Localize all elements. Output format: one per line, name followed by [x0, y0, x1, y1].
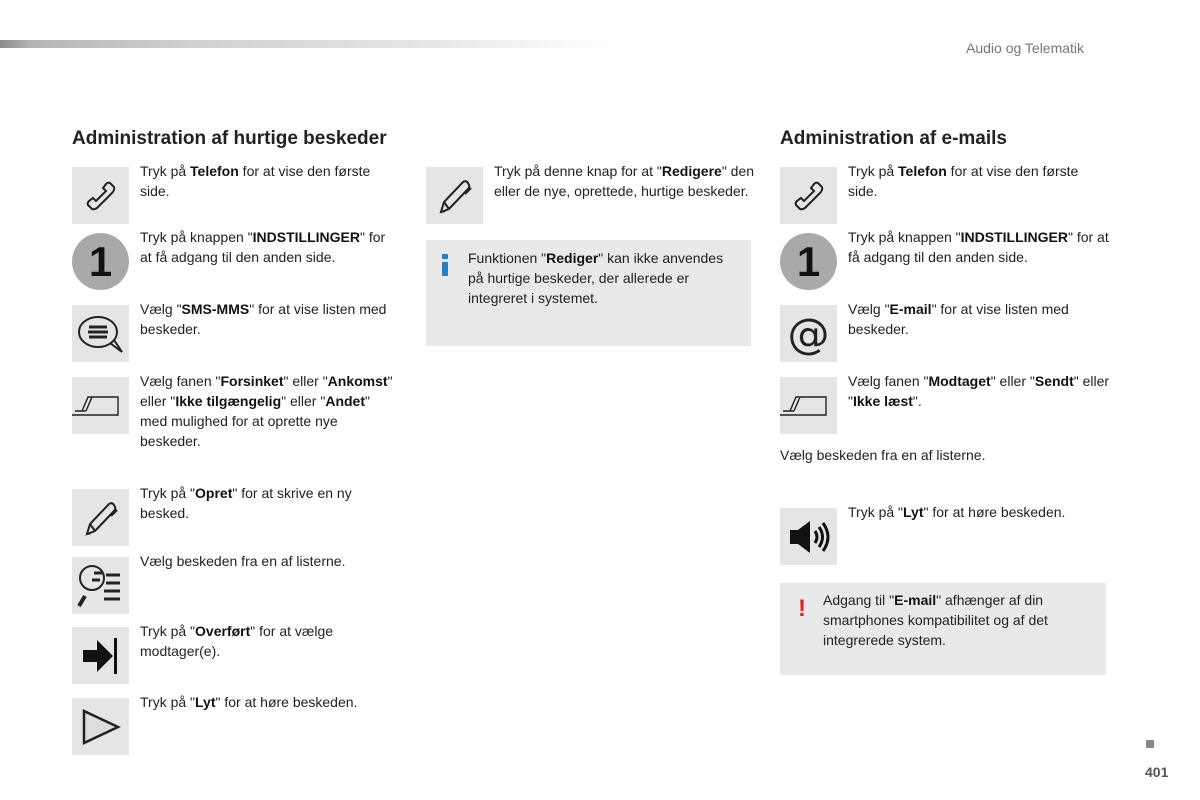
step-number-badge: 1	[780, 233, 837, 290]
text-segment: Vælg beskeden fra en af listerne.	[780, 447, 986, 463]
instruction-text	[140, 161, 395, 201]
speaker-icon	[780, 508, 837, 565]
bold-term: Lyt	[903, 504, 924, 520]
instruction-text	[140, 692, 395, 712]
text-segment: for at vise den første side.	[140, 163, 371, 199]
right-heading: Administration af e-mails	[780, 128, 1007, 149]
bold-term: E-mail	[889, 301, 932, 317]
at-icon: @	[780, 305, 837, 362]
text-segment: Tryk på knappen "	[848, 229, 961, 245]
instruction-text	[140, 551, 395, 571]
text-segment: Tryk på "	[848, 504, 904, 520]
instruction-text	[848, 161, 1110, 201]
page-number: 401	[1145, 764, 1169, 780]
text-segment: Vælg "	[848, 301, 890, 317]
header-bar	[0, 40, 610, 48]
info-box	[426, 240, 751, 346]
bold-term: Sendt	[1034, 373, 1074, 389]
text-segment: Tryk på "	[140, 694, 196, 710]
bold-term: Ikke tilgængelig	[175, 393, 282, 409]
text-segment: " for at høre beskeden.	[923, 504, 1066, 520]
text-segment: Tryk på knappen "	[140, 229, 253, 245]
text-segment: Adgang til "	[823, 592, 895, 608]
tab-icon	[72, 377, 129, 434]
text-segment: Funktionen "	[468, 250, 547, 266]
text-segment: " den eller de nye, oprettede, hurtige beskeder.	[494, 163, 755, 199]
bold-term: INDSTILLINGER	[960, 229, 1068, 245]
text-segment: Vælg beskeden fra en af listerne.	[140, 553, 346, 569]
forward-icon	[72, 627, 129, 684]
text-segment: " for at få adgang til den anden side.	[140, 229, 386, 265]
bold-term: INDSTILLINGER	[252, 229, 360, 245]
instruction-text	[140, 483, 395, 523]
pencil-icon	[72, 489, 129, 546]
bold-term: Forsinket	[220, 373, 284, 389]
bold-term: Ikke læst	[852, 393, 913, 409]
text-segment: Vælg "	[140, 301, 182, 317]
text-segment: for at vise den første side.	[848, 163, 1079, 199]
step-number-badge: 1	[72, 233, 129, 290]
text-segment: " eller "	[140, 373, 393, 409]
instruction-text	[848, 227, 1110, 267]
text-segment: " eller "	[990, 373, 1035, 389]
bold-term: Modtaget	[928, 373, 991, 389]
phone-icon	[780, 167, 837, 224]
text-segment: " eller "	[848, 373, 1110, 409]
text-segment: " for at høre beskeden.	[215, 694, 358, 710]
text-segment: " med mulighed for at oprette nye beskeder.	[140, 393, 370, 449]
instruction-text	[780, 445, 1110, 465]
text-segment: " kan ikke anvendes på hurtige beskeder, der allerede er integreret i systemet.	[468, 250, 724, 306]
instruction-text	[140, 227, 395, 267]
section-title: Audio og Telematik	[966, 40, 1085, 56]
text-segment: Tryk på "	[140, 485, 196, 501]
text-segment: " for at skrive en ny besked.	[140, 485, 352, 521]
warning-text	[823, 590, 1093, 650]
instruction-text	[848, 299, 1110, 339]
instruction-text	[848, 502, 1110, 522]
text-segment: " for at få adgang til den anden side.	[848, 229, 1109, 265]
text-segment: " afhænger af din smartphones kompatibilitet og af det integrerede system.	[823, 592, 1048, 648]
page-marker	[1146, 740, 1154, 748]
warning-box	[780, 583, 1106, 675]
text-segment: Vælg fanen "	[140, 373, 221, 389]
instruction-text	[494, 161, 759, 201]
text-segment: Tryk på "	[140, 623, 196, 639]
tab-icon	[780, 377, 837, 434]
bold-term: Opret	[195, 485, 233, 501]
message-bubble-icon	[72, 305, 129, 362]
text-segment: Tryk på	[140, 163, 191, 179]
text-segment: " for at vise listen med beskeder.	[140, 301, 387, 337]
text-segment: Tryk på denne knap for at "	[494, 163, 662, 179]
instruction-text	[140, 371, 395, 451]
warning-icon: !	[798, 595, 806, 622]
bold-term: Telefon	[898, 163, 947, 179]
bold-term: SMS-MMS	[181, 301, 250, 317]
instruction-text	[140, 621, 395, 661]
bold-term: Andet	[325, 393, 365, 409]
text-segment: Tryk på	[848, 163, 899, 179]
bold-term: Rediger	[546, 250, 599, 266]
bold-term: Telefon	[190, 163, 239, 179]
bold-term: Overført	[195, 623, 251, 639]
instruction-text	[140, 299, 395, 339]
text-segment: " eller "	[281, 393, 326, 409]
info-icon	[442, 254, 448, 276]
bold-term: Redigere	[661, 163, 722, 179]
phone-icon	[72, 167, 129, 224]
text-segment: Vælg fanen "	[848, 373, 929, 389]
text-segment: " eller "	[283, 373, 328, 389]
bold-term: Lyt	[195, 694, 216, 710]
text-segment: " for at vælge modtager(e).	[140, 623, 334, 659]
play-icon	[72, 698, 129, 755]
text-segment: " for at vise listen med beskeder.	[848, 301, 1069, 337]
bold-term: Ankomst	[327, 373, 388, 389]
instruction-text	[848, 371, 1110, 411]
text-segment: ".	[912, 393, 922, 409]
bold-term: E-mail	[894, 592, 937, 608]
left-heading: Administration af hurtige beskeder	[72, 128, 387, 149]
search-list-icon	[72, 557, 129, 614]
info-text	[468, 248, 738, 308]
pencil-icon	[426, 167, 483, 224]
